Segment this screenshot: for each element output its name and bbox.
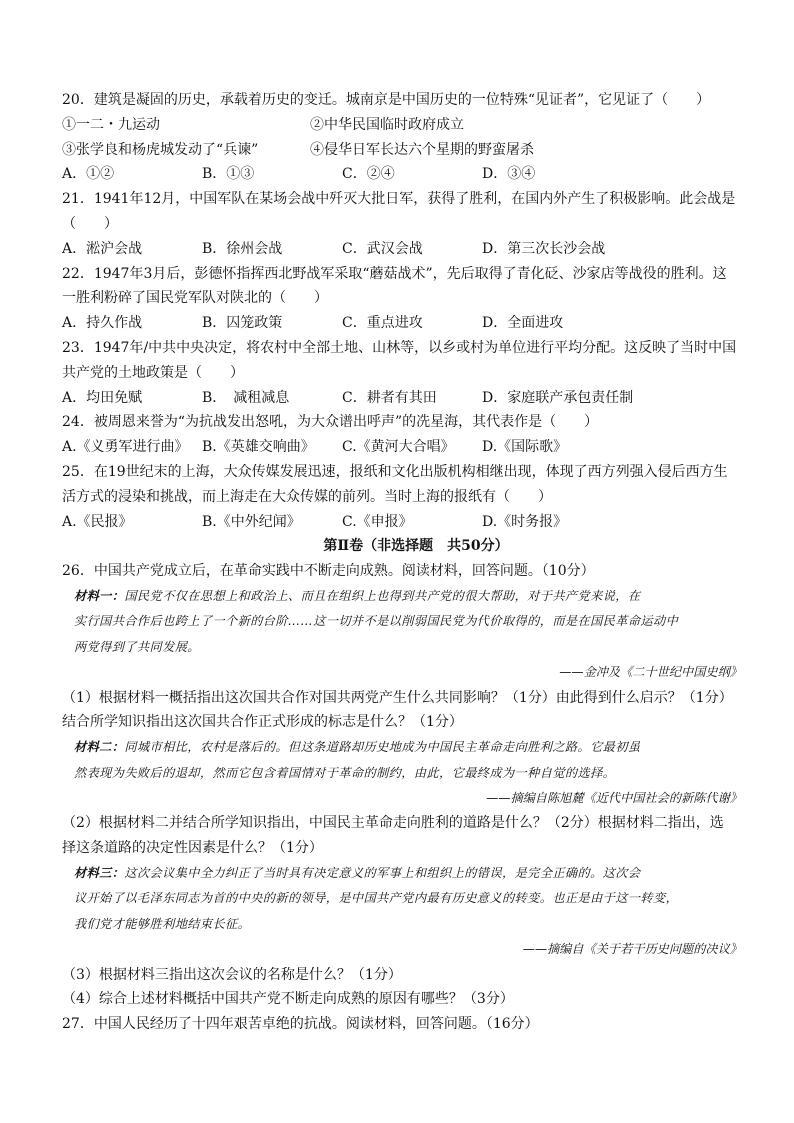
q25-option-d[interactable]: D.《时务报》 (482, 513, 568, 530)
q24-stem: 24．被周恩来誉为“为抗战发出怒吼，为大众谱出呼声”的冼星海，其代表作是（ ） (62, 414, 599, 431)
q21-option-a[interactable]: A．淞沪会战 (62, 240, 143, 257)
q21-option-c[interactable]: C．武汉会战 (342, 240, 423, 257)
q22-options (62, 311, 742, 336)
q20-stem: 20．建筑是凝固的历史，承载着历史的变迁。城南京是中国历史的一位特殊“见证者”，它见证了（ ） (62, 92, 711, 108)
q22-stem-line1: 22．1947年3月后，彭德怀指挥西北野战军采取“蘑菇战术”，先后取得了青化砭、沙家店等战役的胜利。这 (62, 265, 727, 282)
q27-stem: 27．中国人民经历了十四年艰苦卓绝的抗战。阅读材料，回答问题。（16分） (62, 1016, 539, 1033)
q26-material-3-label: 材料三： (74, 865, 125, 880)
q26-material-3-text-1: 这次会议集中全力纠正了当时具有决定意义的军事上和组织上的错误，是完全正确的。这次会 (124, 865, 641, 880)
q25-option-b[interactable]: B.《中外纪闻》 (202, 513, 301, 530)
q21-options (62, 237, 742, 262)
q26-material-3-line-1 (74, 861, 742, 886)
q20-items-row1 (62, 113, 742, 138)
q25-stem-line1: 25．在19世纪末的上海，大众传媒发展迅速，报纸和文化出版机构相继出现，体现了西方列强入侵后西方生 (62, 463, 728, 480)
q22-option-b[interactable]: B．囚笼政策 (202, 315, 283, 332)
q25-options (62, 510, 742, 535)
q26-material-1 (62, 584, 742, 660)
q25-stem-line2: 活方式的浸染和挑战，而上海走在大众传媒的前列。当时上海的报纸有（ ） (62, 488, 552, 505)
q23-stem-line1: 23．1947年/中共中央决定，将农村中全部土地、山林等，以乡或村为单位进行平均分配。这反映了当时中国 (62, 339, 737, 356)
q26-material-1-label: 材料一： (74, 588, 125, 603)
q26-material-3 (62, 861, 742, 937)
q26-material-1-line-3: 两党得到了共同发展。 (74, 639, 200, 654)
q22-stem-line2: 一胜利粉碎了国民党军队对陕北的（ ） (62, 290, 328, 307)
q21-stem-line2: （ ） (62, 215, 118, 232)
q20-options (62, 162, 742, 187)
section-2-title: 第Ⅱ卷（非选择题 共50分） (323, 538, 509, 555)
q20-option-a[interactable]: A．①② (62, 166, 115, 183)
q20-option-b[interactable]: B．①③ (202, 166, 255, 183)
q26-material-1-line-2: 实行国共合作后也跨上了一个新的台阶……这一切并不是以削弱国民党为代价取得的，而是在国民革命运动中 (74, 614, 679, 629)
q26-material-1-text-1: 国民党不仅在思想上和政治上、而且在组织上也得到共产党的很大帮助，对于共产党来说，在 (124, 588, 641, 603)
q23-stem-line2: 共产党的土地政策是（ ） (62, 364, 244, 381)
q26-sub1-line2: 结合所学知识指出这次国共合作正式形成的标志是什么？（1分） (62, 714, 463, 731)
q20-option-d[interactable]: D．③④ (482, 166, 536, 183)
q26-material-3-line-3: 我们党才能够胜利地结束长征。 (74, 916, 251, 931)
q22-option-d[interactable]: D．全面进攻 (482, 315, 564, 332)
q26-material-1-line-1 (74, 584, 742, 609)
q21-stem-line1: 21．1941年12月，中国军队在某场会战中歼灭大批日军，获得了胜利，在国内外产生了积极影响。此会战是 (62, 191, 736, 208)
q26-stem: 26．中国共产党成立后，在革命实践中不断走向成熟。阅读材料，回答问题。（10分） (62, 563, 595, 580)
q26-sub2-line1: （2）根据材料二并结合所学知识指出，中国民主革命走向胜利的道路是什么？（2分）根据材料二指出，选 (62, 815, 724, 832)
q26-material-2-source: ——摘编自陈旭麓《近代中国社会的新陈代谢》 (486, 790, 742, 805)
q20-item-1: ①一二・九运动 (62, 116, 160, 133)
q26-material-2 (62, 735, 742, 786)
q20-items-row2 (62, 138, 742, 163)
q23-option-b[interactable]: B． 减租减息 (202, 389, 290, 406)
q24-options (62, 435, 742, 460)
exam-page (62, 88, 742, 1037)
q24-option-a[interactable]: A.《义勇军进行曲》 (62, 439, 189, 456)
q24-option-c[interactable]: C.《黄河大合唱》 (342, 439, 455, 456)
q26-material-2-line-1 (74, 735, 742, 760)
q26-material-2-label: 材料二： (74, 740, 125, 755)
q21-option-d[interactable]: D．第三次长沙会战 (482, 240, 606, 257)
q24-option-b[interactable]: B.《英雄交响曲》 (202, 439, 315, 456)
q26-material-2-text-1: 同城市相比，农村是落后的。但这条道路却历史地成为中国民主革命走向胜利之路。它最初虽 (124, 740, 641, 755)
q21-option-b[interactable]: B．徐州会战 (202, 240, 283, 257)
q20-item-2: ②中华民国临时政府成立 (310, 116, 464, 133)
q20-item-4: ④侵华日军长达六个星期的野蛮屠杀 (310, 141, 534, 158)
q25-option-c[interactable]: C.《申报》 (342, 513, 413, 530)
q26-sub2-line2: 择这条道路的决定性因素是什么？（1分） (62, 840, 323, 857)
q23-options (62, 386, 742, 411)
q26-material-3-line-2: 议开始了以毛泽东同志为首的中央的新的领导，是中国共产党内最有历史意义的转变。也正是由于这一转变， (74, 891, 679, 906)
q26-sub4: （4）综合上述材料概括中国共产党不断走向成熟的原因有哪些？（3分） (62, 991, 514, 1008)
q20-option-c[interactable]: C．②④ (342, 166, 395, 183)
q26-material-3-source: ——摘编自《关于若干历史问题的决议》 (522, 942, 742, 957)
q25-option-a[interactable]: A.《民报》 (62, 513, 133, 530)
q26-material-1-source: ——金冲及《二十世纪中国史纲》 (559, 665, 742, 680)
q22-option-a[interactable]: A．持久作战 (62, 315, 143, 332)
q23-option-a[interactable]: A．均田免赋 (62, 389, 143, 406)
q23-option-c[interactable]: C．耕者有其田 (342, 389, 437, 406)
q26-material-2-line-2: 然表现为失败后的退却，然而它包含着国情对于革命的制约，由此，它最终成为一种自觉的选择。 (74, 765, 616, 780)
q26-sub3: （3）根据材料三指出这次会议的名称是什么？（1分） (62, 966, 402, 983)
q20-item-3: ③张学良和杨虎城发动了“兵谏” (62, 141, 259, 158)
q22-option-c[interactable]: C．重点进攻 (342, 315, 423, 332)
q24-option-d[interactable]: D.《国际歌》 (482, 439, 568, 456)
q26-sub1-line1: （1）根据材料一概括指出这次国共合作对国共两党产生什么共同影响？（1分）由此得到什么启示？（1分） (62, 689, 733, 706)
q23-option-d[interactable]: D．家庭联产承包责任制 (482, 389, 634, 406)
